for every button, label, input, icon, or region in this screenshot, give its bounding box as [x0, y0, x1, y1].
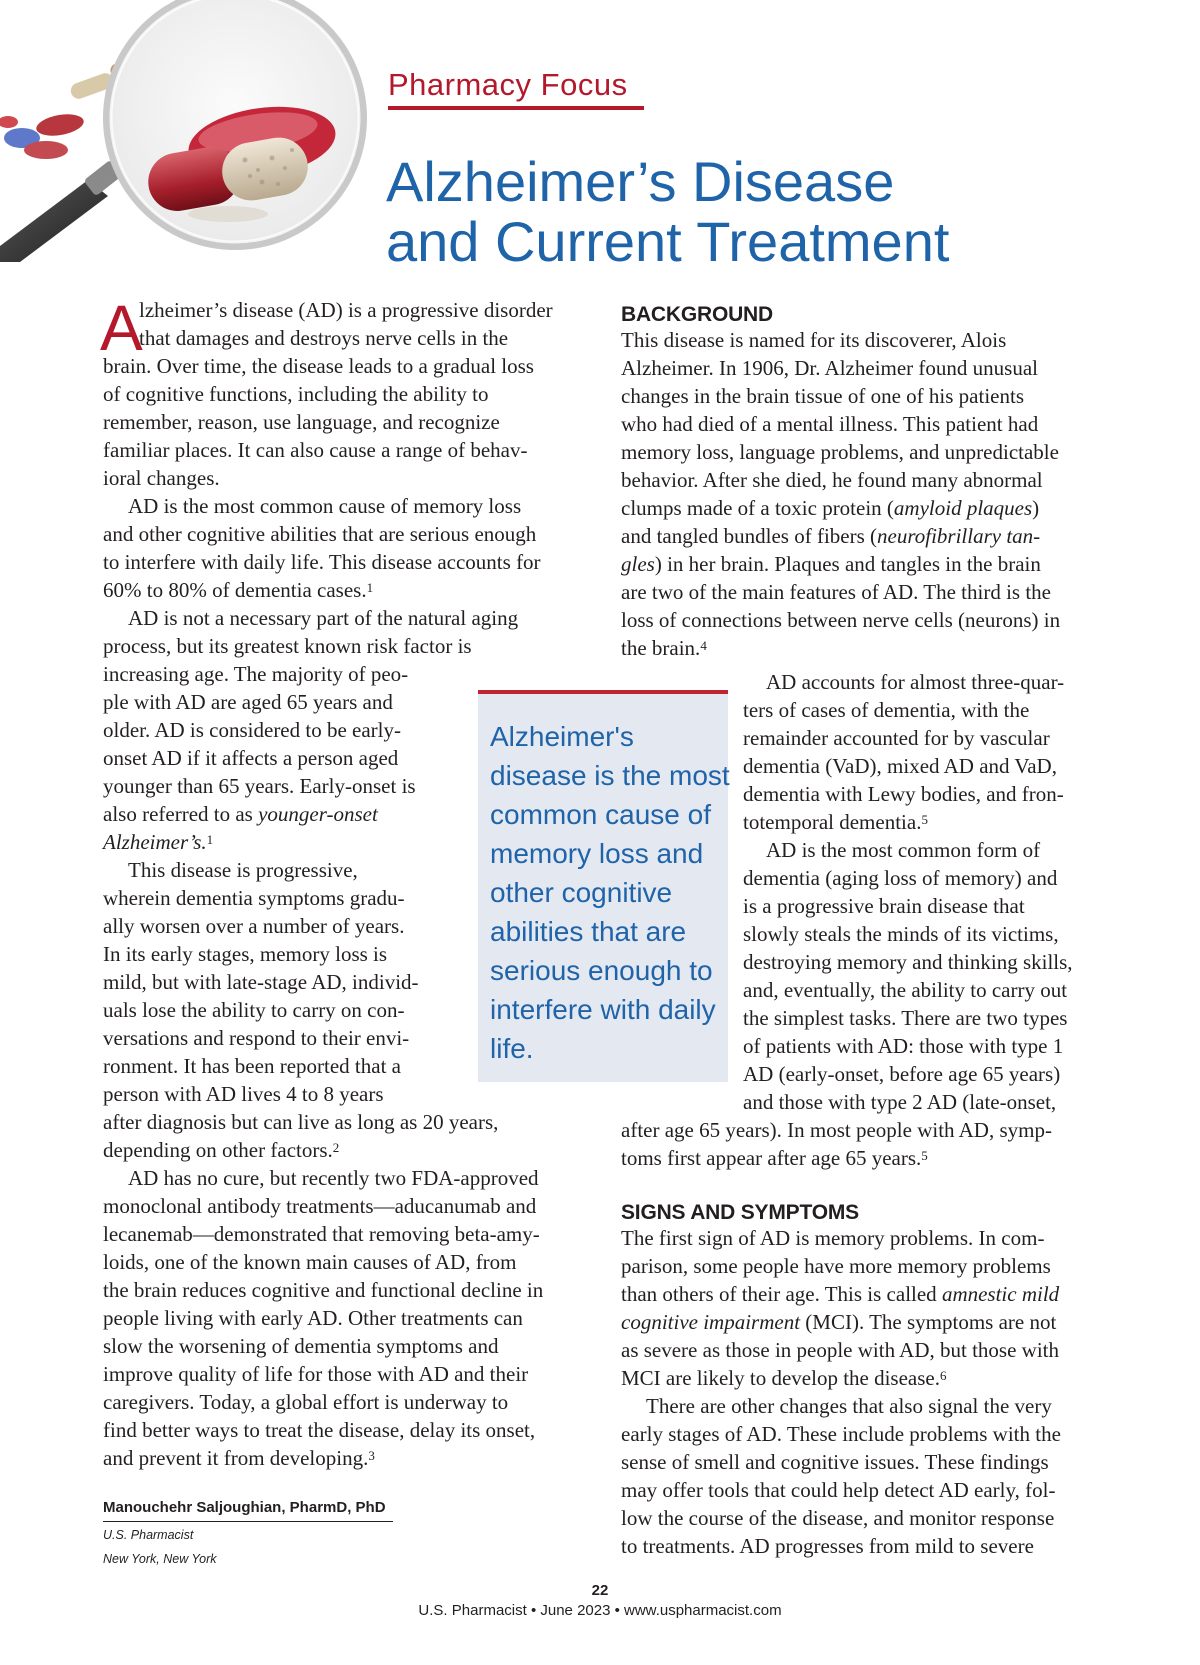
body-line: gles) in her brain. Plaques and tangles in the brain: [621, 552, 1041, 576]
section-heading-background: BACKGROUND: [621, 303, 773, 326]
body-line: is a progressive brain disease that: [743, 894, 1025, 918]
body-line: of patients with AD: those with type 1: [743, 1034, 1064, 1058]
body-line: older. AD is considered to be early-: [103, 718, 401, 742]
pull-quote-line: other cognitive: [490, 877, 673, 908]
body-line: This disease is progressive,: [128, 858, 358, 882]
section-heading-signs-symptoms: SIGNS AND SYMPTOMS: [621, 1201, 859, 1224]
body-line: ple with AD are aged 65 years and: [103, 690, 393, 714]
body-line: depending on other factors.$^2$: [103, 1138, 340, 1162]
page-number: 22: [591, 1582, 609, 1599]
body-line: Alzheimer’s.$^1$: [103, 830, 214, 854]
body-line: lecanemab—demonstrated that removing beta-amy-: [103, 1222, 540, 1246]
body-line: dementia (VaD), mixed AD and VaD,: [743, 754, 1057, 778]
body-line: The first sign of AD is memory problems. In com-: [621, 1226, 1045, 1250]
pull-quote-line: interfere with daily: [490, 994, 716, 1025]
body-line: mild, but with late-stage AD, individ-: [103, 970, 419, 994]
body-line: low the course of the disease, and monitor response: [621, 1506, 1055, 1530]
body-line: monoclonal antibody treatments—aducanumab and: [103, 1194, 537, 1218]
body-line: cognitive impairment (MCI). The symptoms are not: [621, 1310, 1057, 1334]
body-line: of cognitive functions, including the ability to: [103, 382, 489, 406]
body-line: and other cognitive abilities that are serious enough: [103, 522, 537, 546]
body-line: remember, reason, use language, and recognize: [103, 410, 500, 434]
body-line: to treatments. AD progresses from mild to severe: [621, 1534, 1034, 1558]
body-line: ioral changes.: [103, 466, 220, 490]
body-line: behavior. After she died, he found many abnormal: [621, 468, 1043, 492]
body-line: ronment. It has been reported that a: [103, 1054, 401, 1078]
body-line: find better ways to treat the disease, delay its onset,: [103, 1418, 536, 1442]
citation-ref: 4: [700, 638, 707, 653]
italic-term: amyloid plaques: [893, 496, 1033, 520]
italic-term: amnestic mild: [941, 1282, 1060, 1306]
body-line: younger than 65 years. Early-onset is: [103, 774, 416, 798]
body-line: remainder accounted for by vascular: [743, 726, 1050, 750]
body-line: memory loss, language problems, and unpredictable: [621, 440, 1059, 464]
body-line: This disease is named for its discoverer, Alois: [621, 328, 1007, 352]
body-line: AD is not a necessary part of the natural aging: [128, 606, 519, 630]
body-line: slowly steals the minds of its victims,: [743, 922, 1059, 946]
drop-cap: A: [100, 292, 143, 364]
body-line: totemporal dementia.$^5$: [743, 810, 928, 834]
citation-ref: 1: [366, 580, 374, 595]
body-line: sense of smell and cognitive issues. These findings: [621, 1450, 1049, 1474]
body-line: ally worsen over a number of years.: [103, 914, 405, 938]
author-divider: [103, 1521, 393, 1522]
article-title: [386, 152, 1186, 272]
title-line-1: Alzheimer’s Disease: [386, 150, 895, 213]
body-line: loids, one of the known main causes of AD, from: [103, 1250, 517, 1274]
body-line: also referred to as younger-onset: [103, 802, 378, 826]
section-kicker: Pharmacy Focus: [388, 67, 628, 102]
body-line: after age 65 years). In most people with AD, symp-: [621, 1118, 1052, 1142]
body-line: Alzheimer. In 1906, Dr. Alzheimer found unusual: [621, 356, 1038, 380]
body-line: who had died of a mental illness. This patient had: [621, 412, 1039, 436]
kicker-underline: [388, 106, 644, 110]
body-line: uals lose the ability to carry on con-: [103, 998, 405, 1022]
citation-ref: 1: [206, 832, 214, 847]
body-line: as severe as those in people with AD, but those with: [621, 1338, 1060, 1362]
body-line: after diagnosis but can live as long as 20 years,: [103, 1110, 499, 1134]
body-line: and prevent it from developing.$^3$: [103, 1446, 375, 1470]
pull-quote-line: serious enough to: [490, 955, 713, 986]
body-line: increasing age. The majority of peo-: [103, 662, 409, 686]
body-line: than others of their age. This is called amnestic mild: [621, 1282, 1060, 1306]
pull-quote-line: life.: [490, 1033, 534, 1064]
body-line: AD has no cure, but recently two FDA-approved: [128, 1166, 539, 1190]
body-line: person with AD lives 4 to 8 years: [103, 1082, 384, 1106]
body-line: wherein dementia symptoms gradu-: [103, 886, 405, 910]
pull-quote-line: memory loss and: [490, 838, 704, 869]
body-line: ters of cases of dementia, with the: [743, 698, 1030, 722]
body-line: the brain reduces cognitive and functional decline in: [103, 1278, 544, 1302]
body-line: clumps made of a toxic protein (amyloid plaques): [621, 496, 1040, 520]
citation-ref: 2: [332, 1140, 340, 1155]
body-line: AD is the most common cause of memory loss: [128, 494, 522, 518]
title-line-2: and Current Treatment: [386, 210, 950, 273]
body-line: lzheimer’s disease (AD) is a progressive disorder: [139, 298, 553, 322]
magnifier-pills-illustration: [0, 0, 368, 262]
pull-quote-line: common cause of: [490, 799, 711, 830]
author-affiliation: U.S. Pharmacist: [103, 1528, 194, 1542]
body-line: AD is the most common form of: [766, 838, 1041, 862]
citation-ref: 5: [921, 1148, 928, 1163]
citation-ref: 6: [940, 1368, 947, 1383]
page-footer: U.S. Pharmacist • June 2023 • www.uspharmacist.com: [418, 1602, 782, 1619]
body-line: are two of the main features of AD. The third is the: [621, 580, 1051, 604]
body-line: familiar places. It can also cause a range of behav-: [103, 438, 528, 462]
body-line: process, but its greatest known risk factor is: [103, 634, 472, 658]
pull-quote-line: abilities that are: [490, 916, 687, 947]
body-line: that damages and destroys nerve cells in the: [139, 326, 509, 350]
body-line: to interfere with daily life. This disease accounts for: [103, 550, 541, 574]
body-line: AD accounts for almost three-quar-: [766, 670, 1065, 694]
body-line: and, eventually, the ability to carry out: [743, 978, 1068, 1002]
pull-quote-line: Alzheimer's: [490, 721, 634, 752]
body-line: AD (early-onset, before age 65 years): [743, 1062, 1061, 1086]
body-line: loss of connections between nerve cells (neurons) in: [621, 608, 1061, 632]
body-line: parison, some people have more memory problems: [621, 1254, 1051, 1278]
body-line: and tangled bundles of fibers (neurofibrillary tan-: [621, 524, 1041, 548]
italic-term: neurofibrillary tan-: [877, 524, 1041, 548]
body-line: improve quality of life for those with AD and their: [103, 1362, 529, 1386]
body-line: MCI are likely to develop the disease.$^6$: [621, 1366, 947, 1390]
body-line: dementia (aging loss of memory) and: [743, 866, 1058, 890]
author-name: Manouchehr Saljoughian, PharmD, PhD: [103, 1499, 386, 1516]
body-line: the brain.$^4$: [621, 636, 707, 660]
header-image: [0, 0, 368, 262]
author-location: New York, New York: [103, 1552, 217, 1566]
italic-term: younger-onset: [258, 802, 378, 826]
body-line: slow the worsening of dementia symptoms and: [103, 1334, 499, 1358]
body-line: versations and respond to their envi-: [103, 1026, 410, 1050]
body-line: brain. Over time, the disease leads to a gradual loss: [103, 354, 534, 378]
body-line: In its early stages, memory loss is: [103, 942, 388, 966]
body-line: caregivers. Today, a global effort is underway to: [103, 1390, 509, 1414]
body-line: destroying memory and thinking skills,: [743, 950, 1073, 974]
body-line: There are other changes that also signal the very: [646, 1394, 1052, 1418]
citation-ref: 3: [368, 1448, 375, 1463]
pull-quote-line: disease is the most: [490, 760, 730, 791]
body-line: onset AD if it affects a person aged: [103, 746, 399, 770]
body-line: toms first appear after age 65 years.$^5$: [621, 1146, 928, 1170]
body-line: 60% to 80% of dementia cases.$^1$: [103, 578, 374, 602]
body-line: may offer tools that could help detect AD early, fol-: [621, 1478, 1056, 1502]
body-line: changes in the brain tissue of one of his patients: [621, 384, 1024, 408]
body-line: people living with early AD. Other treatments can: [103, 1306, 523, 1330]
body-line: dementia with Lewy bodies, and fron-: [743, 782, 1064, 806]
body-line: early stages of AD. These include problems with the: [621, 1422, 1061, 1446]
body-line: the simplest tasks. There are two types: [743, 1006, 1068, 1030]
body-line: and those with type 2 AD (late-onset,: [743, 1090, 1057, 1114]
italic-term: cognitive impairment: [621, 1310, 801, 1334]
citation-ref: 5: [921, 812, 928, 827]
